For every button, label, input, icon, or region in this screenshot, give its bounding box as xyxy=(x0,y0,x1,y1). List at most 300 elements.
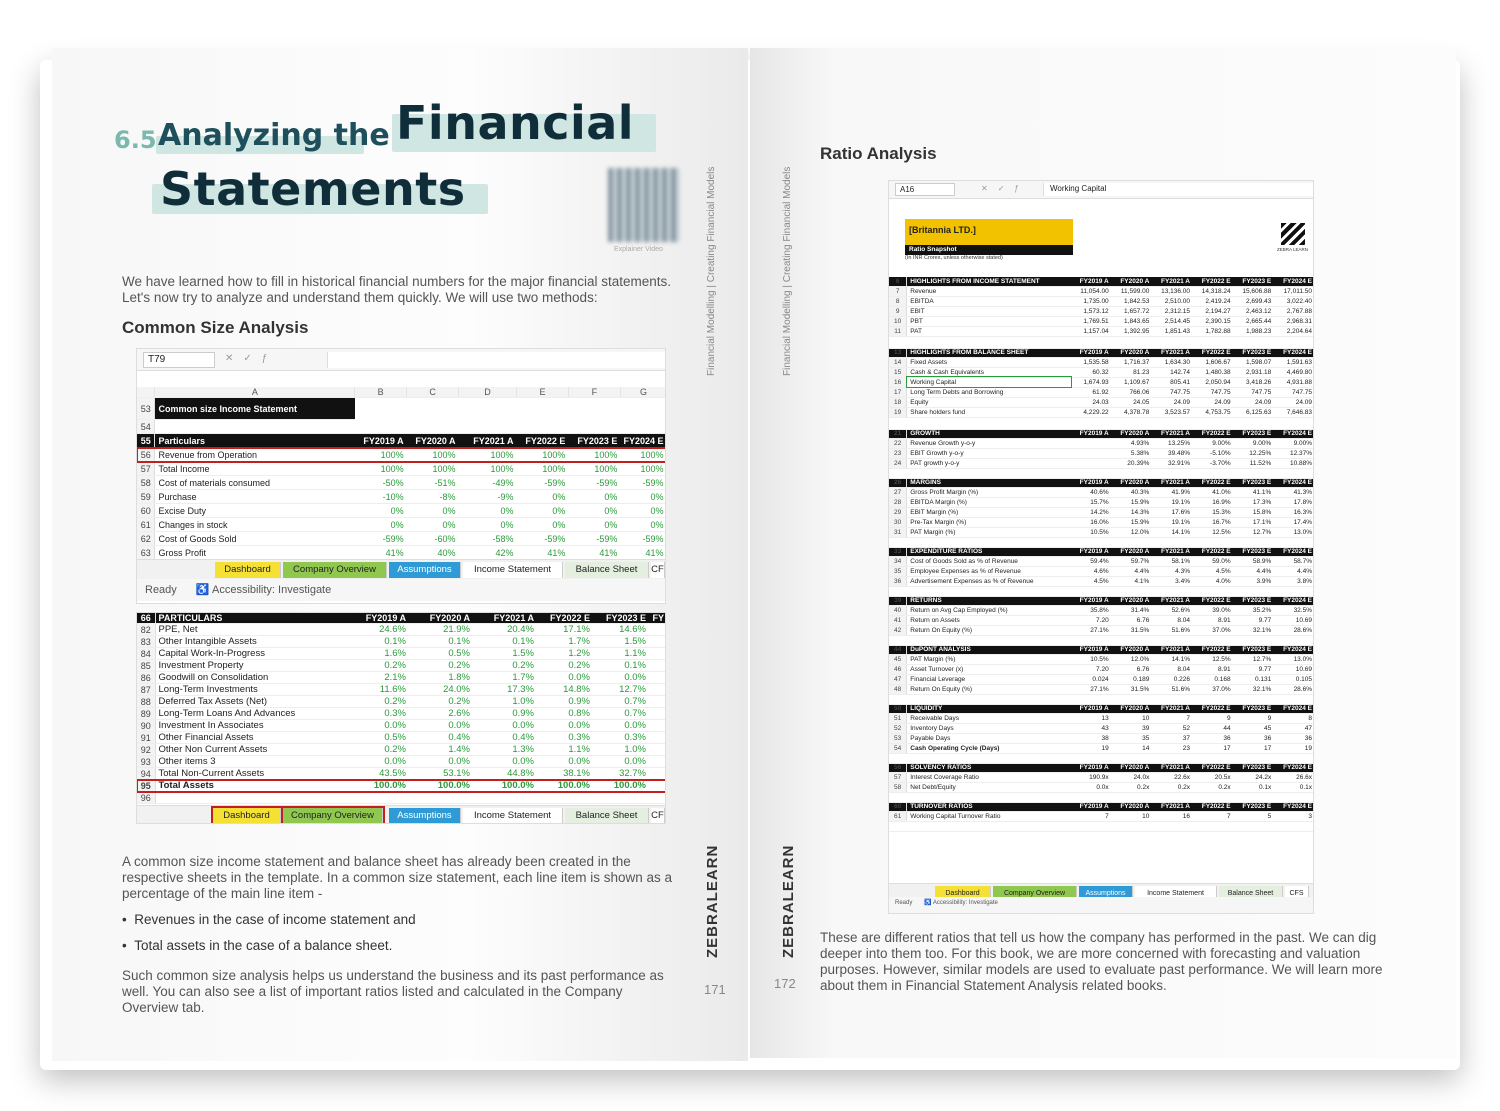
cell[interactable]: -59% xyxy=(568,532,620,546)
sheet-tab[interactable]: Dashboard xyxy=(215,562,281,578)
cell-value[interactable]: 24.09 xyxy=(1152,397,1193,407)
cell-value[interactable]: 24.09 xyxy=(1274,397,1314,407)
cell[interactable]: Total Income xyxy=(155,462,355,476)
cell-value[interactable]: 4.4% xyxy=(1112,566,1153,576)
cell-value[interactable]: 24.2x xyxy=(1234,772,1275,782)
cell-value[interactable]: 3,523.57 xyxy=(1152,407,1193,417)
cell[interactable]: Long-Term Loans And Advances xyxy=(155,708,345,720)
cell-value[interactable]: 17.8% xyxy=(1274,497,1314,507)
cell[interactable]: 2.6% xyxy=(409,708,473,720)
cell-value[interactable]: 43 xyxy=(1071,723,1112,733)
section-title[interactable]: GROWTH xyxy=(907,429,1071,438)
qr-code[interactable] xyxy=(608,168,680,242)
header-cell[interactable]: PARTICULARS xyxy=(155,613,345,624)
cell-value[interactable]: 9.00% xyxy=(1234,438,1275,448)
cell-value[interactable]: 40.6% xyxy=(1071,487,1112,497)
cell-value[interactable]: 12.7% xyxy=(1234,527,1275,537)
cell[interactable]: Investment Property xyxy=(155,660,345,672)
cell[interactable]: -58% xyxy=(459,532,517,546)
header-cell[interactable]: FY2021 A xyxy=(473,613,537,624)
cell-value[interactable]: 11,599.00 xyxy=(1112,286,1153,296)
row-label[interactable]: EBITDA xyxy=(907,296,1071,306)
cell[interactable] xyxy=(409,792,473,804)
cell[interactable]: 0.3% xyxy=(537,732,593,744)
cell-value[interactable]: 44 xyxy=(1193,723,1234,733)
cell-value[interactable]: -5.10% xyxy=(1193,448,1234,458)
cell[interactable] xyxy=(649,768,666,780)
cell-value[interactable]: 7 xyxy=(1193,811,1234,821)
cell-value[interactable]: 15.8% xyxy=(1234,507,1275,517)
cell-value[interactable]: 35.8% xyxy=(1071,605,1112,615)
cell[interactable]: 0.0% xyxy=(409,720,473,732)
row-label[interactable]: Revenue Growth y-o-y xyxy=(907,438,1071,448)
year-header[interactable]: FY2021 A xyxy=(1152,348,1193,357)
cell[interactable]: 100% xyxy=(516,462,568,476)
year-header[interactable]: FY2024 E xyxy=(1274,596,1314,605)
cell-value[interactable]: 142.74 xyxy=(1152,367,1193,377)
row-label[interactable]: Share holders fund xyxy=(907,407,1071,417)
cell[interactable] xyxy=(407,420,459,434)
cell-value[interactable]: 8 xyxy=(1274,713,1314,723)
cell-value[interactable] xyxy=(1071,438,1112,448)
cell-value[interactable]: 32.5% xyxy=(1274,605,1314,615)
cell[interactable]: FY2022 E xyxy=(516,434,568,448)
cell-value[interactable]: 27.1% xyxy=(1071,625,1112,635)
sheet-tab[interactable]: Assumptions xyxy=(1079,886,1133,902)
year-header[interactable]: FY2020 A xyxy=(1112,763,1153,772)
cell-value[interactable]: 14.1% xyxy=(1152,527,1193,537)
cell[interactable]: Purchase xyxy=(155,490,355,504)
cell[interactable]: 0.7% xyxy=(593,708,649,720)
header-cell[interactable]: FY2020 A xyxy=(409,613,473,624)
cell-value[interactable]: 0.0x xyxy=(1071,782,1112,792)
cell-value[interactable]: 17.3% xyxy=(1234,497,1275,507)
year-header[interactable]: FY2023 E xyxy=(1234,763,1275,772)
row-label[interactable]: Gross Profit Margin (%) xyxy=(907,487,1071,497)
cell[interactable]: 0% xyxy=(516,490,568,504)
row-label[interactable]: Return On Equity (%) xyxy=(907,625,1071,635)
cell-value[interactable]: 2,204.64 xyxy=(1274,326,1314,336)
cell-value[interactable]: 1,988.23 xyxy=(1234,326,1275,336)
cell-value[interactable]: 10.5% xyxy=(1071,527,1112,537)
year-header[interactable]: FY2023 E xyxy=(1234,596,1275,605)
cell-value[interactable]: 39.48% xyxy=(1152,448,1193,458)
cell-value[interactable]: 3.8% xyxy=(1274,576,1314,586)
cell[interactable]: Excise Duty xyxy=(155,504,355,518)
cell[interactable]: -50% xyxy=(355,476,407,490)
cell-value[interactable]: 1,109.67 xyxy=(1112,377,1153,387)
cell[interactable]: 100% xyxy=(459,448,517,462)
cell-value[interactable]: 52 xyxy=(1152,723,1193,733)
cell[interactable]: Cost of Goods Sold xyxy=(155,532,355,546)
status-accessibility[interactable]: Accessibility: Investigate xyxy=(212,584,332,596)
cell[interactable]: 0% xyxy=(568,518,620,532)
row-label[interactable]: Advertisement Expenses as % of Revenue xyxy=(907,576,1071,586)
section-title[interactable]: HIGHLIGHTS FROM BALANCE SHEET xyxy=(907,348,1071,357)
cell-value[interactable]: 747.75 xyxy=(1274,387,1314,397)
cell[interactable]: -49% xyxy=(459,476,517,490)
cell[interactable] xyxy=(155,792,345,804)
status-accessibility[interactable]: Accessibility: Investigate xyxy=(932,900,998,906)
year-header[interactable]: FY2021 A xyxy=(1152,429,1193,438)
year-header[interactable]: FY2023 E xyxy=(1234,704,1275,713)
cell[interactable]: Revenue from Operation xyxy=(155,448,355,462)
cell-value[interactable]: 8.04 xyxy=(1152,664,1193,674)
cell-value[interactable]: 190.9x xyxy=(1071,772,1112,782)
row-label[interactable]: Return On Equity (%) xyxy=(907,684,1071,694)
cell[interactable]: 1.8% xyxy=(409,672,473,684)
cell-value[interactable]: 4.5% xyxy=(1193,566,1234,576)
cell[interactable]: 41% xyxy=(355,546,407,560)
cell[interactable]: 100% xyxy=(407,448,459,462)
year-header[interactable]: FY2022 E xyxy=(1193,478,1234,487)
row-label[interactable]: Equity xyxy=(907,397,1071,407)
cell-value[interactable]: 2,931.18 xyxy=(1234,367,1275,377)
cell-value[interactable]: 19.1% xyxy=(1152,497,1193,507)
cell-value[interactable]: 0.105 xyxy=(1274,674,1314,684)
cell-value[interactable]: 19 xyxy=(1274,743,1314,753)
cell-value[interactable]: 31.5% xyxy=(1112,684,1153,694)
year-header[interactable]: FY2019 A xyxy=(1071,596,1112,605)
cell[interactable]: 100.0% xyxy=(473,780,537,792)
year-header[interactable]: FY2024 E xyxy=(1274,429,1314,438)
cell-value[interactable]: 8.04 xyxy=(1152,615,1193,625)
cell-value[interactable]: 11,054.00 xyxy=(1071,286,1112,296)
section-title[interactable]: SOLVENCY RATIOS xyxy=(907,763,1071,772)
cell[interactable]: 0.1% xyxy=(409,636,473,648)
header-cell[interactable]: FY2023 E xyxy=(593,613,649,624)
cell-value[interactable]: 13.25% xyxy=(1152,438,1193,448)
cell-value[interactable]: 58.1% xyxy=(1152,556,1193,566)
year-header[interactable]: FY2022 E xyxy=(1193,596,1234,605)
year-header[interactable]: FY2021 A xyxy=(1152,277,1193,286)
cell-value[interactable]: 28.6% xyxy=(1274,684,1314,694)
cell[interactable]: 0.0% xyxy=(537,672,593,684)
section-title[interactable]: TURNOVER RATIOS xyxy=(907,802,1071,811)
cell-value[interactable]: 17,011.50 xyxy=(1274,286,1314,296)
year-header[interactable]: FY2019 A xyxy=(1071,478,1112,487)
cell-value[interactable]: 4.5% xyxy=(1071,576,1112,586)
cell[interactable]: Total Non-Current Assets xyxy=(155,768,345,780)
sheet-tab[interactable]: Company Overview xyxy=(283,562,387,578)
cell-value[interactable]: 14 xyxy=(1112,743,1153,753)
cell-value[interactable]: 12.7% xyxy=(1234,654,1275,664)
cell-value[interactable]: 1,392.95 xyxy=(1112,326,1153,336)
column-letter[interactable]: D xyxy=(459,387,517,398)
cell[interactable] xyxy=(649,744,666,756)
cell-value[interactable]: 2,699.43 xyxy=(1234,296,1275,306)
cell[interactable]: 100% xyxy=(620,448,666,462)
cell-value[interactable]: 17.1% xyxy=(1234,517,1275,527)
cell-value[interactable]: 2,665.44 xyxy=(1234,316,1275,326)
cell[interactable] xyxy=(649,732,666,744)
cell-value[interactable]: 9.77 xyxy=(1234,664,1275,674)
cell[interactable]: 0.2% xyxy=(409,660,473,672)
cell-value[interactable]: 60.32 xyxy=(1071,367,1112,377)
cell[interactable]: 1.2% xyxy=(537,648,593,660)
cell-value[interactable]: 17.6% xyxy=(1152,507,1193,517)
cell-value[interactable]: 747.75 xyxy=(1234,387,1275,397)
year-header[interactable]: FY2022 E xyxy=(1193,802,1234,811)
cell-value[interactable]: 24.09 xyxy=(1234,397,1275,407)
row-label[interactable]: Receivable Days xyxy=(907,713,1071,723)
cell-value[interactable]: 6.76 xyxy=(1112,664,1153,674)
year-header[interactable]: FY2023 E xyxy=(1234,802,1275,811)
cell[interactable]: 0.0% xyxy=(345,756,409,768)
cell[interactable]: 0.2% xyxy=(345,696,409,708)
row-label[interactable]: PBT xyxy=(907,316,1071,326)
year-header[interactable]: FY2024 E xyxy=(1274,645,1314,654)
cell[interactable]: 0.3% xyxy=(345,708,409,720)
row-label[interactable]: Inventory Days xyxy=(907,723,1071,733)
cell-value[interactable]: 1,591.63 xyxy=(1274,357,1314,367)
sheet-tab[interactable]: Company Overview xyxy=(993,886,1077,902)
year-header[interactable]: FY2021 A xyxy=(1152,763,1193,772)
year-header[interactable]: FY2021 A xyxy=(1152,478,1193,487)
column-letter[interactable]: A xyxy=(155,387,355,398)
cell-value[interactable]: 4,469.80 xyxy=(1274,367,1314,377)
cell[interactable]: 0.0% xyxy=(473,756,537,768)
cell[interactable]: -8% xyxy=(407,490,459,504)
cell[interactable]: 42% xyxy=(459,546,517,560)
cell-value[interactable]: 766.06 xyxy=(1112,387,1153,397)
cell-value[interactable]: 5.38% xyxy=(1112,448,1153,458)
cell-value[interactable]: 47 xyxy=(1274,723,1314,733)
cell[interactable]: Cost of materials consumed xyxy=(155,476,355,490)
cell[interactable]: 0.2% xyxy=(345,744,409,756)
cell[interactable]: 100% xyxy=(407,462,459,476)
row-label[interactable]: Pre-Tax Margin (%) xyxy=(907,517,1071,527)
cell-value[interactable]: 24.05 xyxy=(1112,397,1153,407)
cell[interactable]: -59% xyxy=(620,532,666,546)
cell-value[interactable]: 15.9% xyxy=(1112,497,1153,507)
cell-value[interactable]: 17 xyxy=(1234,743,1275,753)
cell[interactable]: -59% xyxy=(355,532,407,546)
cell[interactable]: 0.1% xyxy=(473,636,537,648)
cell[interactable]: 0% xyxy=(516,518,568,532)
cell-value[interactable]: 0.168 xyxy=(1193,674,1234,684)
year-header[interactable]: FY2019 A xyxy=(1071,763,1112,772)
cell-value[interactable]: 45 xyxy=(1234,723,1275,733)
cell[interactable]: 0% xyxy=(407,518,459,532)
row-label[interactable]: Revenue xyxy=(907,286,1071,296)
cell-value[interactable]: 7.20 xyxy=(1071,664,1112,674)
cell-value[interactable]: 12.0% xyxy=(1112,654,1153,664)
cell[interactable]: 0% xyxy=(355,518,407,532)
cell[interactable]: -59% xyxy=(516,532,568,546)
cell-value[interactable]: 2,514.45 xyxy=(1152,316,1193,326)
cell[interactable]: 43.5% xyxy=(345,768,409,780)
row-label[interactable]: Payable Days xyxy=(907,733,1071,743)
cell[interactable]: 32.7% xyxy=(593,768,649,780)
row-label[interactable]: Fixed Assets xyxy=(907,357,1071,367)
column-letter[interactable]: E xyxy=(516,387,568,398)
formula-input[interactable]: Working Capital xyxy=(1043,183,1313,196)
sheet-tab[interactable]: Dashboard xyxy=(213,808,281,824)
year-header[interactable]: FY2022 E xyxy=(1193,704,1234,713)
cell[interactable]: 100% xyxy=(620,462,666,476)
cell-value[interactable]: 16.9% xyxy=(1193,497,1234,507)
header-cell[interactable]: FY2022 E xyxy=(537,613,593,624)
cell[interactable]: Total Assets xyxy=(155,780,345,792)
cell[interactable] xyxy=(649,636,666,648)
cell[interactable]: FY2020 A xyxy=(407,434,459,448)
year-header[interactable]: FY2019 A xyxy=(1071,429,1112,438)
cell[interactable] xyxy=(620,420,666,434)
cell-value[interactable]: 1,157.04 xyxy=(1071,326,1112,336)
cell-value[interactable]: 4.4% xyxy=(1234,566,1275,576)
cell-value[interactable]: 0.226 xyxy=(1152,674,1193,684)
cell-value[interactable]: -3.70% xyxy=(1193,458,1234,468)
row-label[interactable]: Interest Coverage Ratio xyxy=(907,772,1071,782)
row-label[interactable]: Long Term Debts and Borrowing xyxy=(907,387,1071,397)
row-label[interactable]: Return on Avg Cap Employed (%) xyxy=(907,605,1071,615)
year-header[interactable]: FY2020 A xyxy=(1112,547,1153,556)
cell[interactable]: 2.1% xyxy=(345,672,409,684)
cell-value[interactable]: 4.6% xyxy=(1071,566,1112,576)
cell[interactable]: 53.1% xyxy=(409,768,473,780)
row-label[interactable]: EBIT Margin (%) xyxy=(907,507,1071,517)
cell-value[interactable]: 4,378.78 xyxy=(1112,407,1153,417)
cell-value[interactable]: 24.0x xyxy=(1112,772,1153,782)
cell-value[interactable]: 0.2x xyxy=(1112,782,1153,792)
sheet-tab[interactable]: Dashboard xyxy=(935,886,991,902)
cell[interactable]: Deferred Tax Assets (Net) xyxy=(155,696,345,708)
cell[interactable]: 11.6% xyxy=(345,684,409,696)
cell[interactable]: -59% xyxy=(568,476,620,490)
year-header[interactable]: FY2019 A xyxy=(1071,547,1112,556)
cell-value[interactable]: 4.93% xyxy=(1112,438,1153,448)
cell-value[interactable]: 8.91 xyxy=(1193,615,1234,625)
cell-value[interactable]: 4.4% xyxy=(1274,566,1314,576)
year-header[interactable]: FY2023 E xyxy=(1234,547,1275,556)
year-header[interactable]: FY2020 A xyxy=(1112,348,1153,357)
cell-value[interactable] xyxy=(1071,448,1112,458)
cell[interactable]: 0.0% xyxy=(537,720,593,732)
cell-value[interactable]: 0.1x xyxy=(1274,782,1314,792)
row-label[interactable]: Working Capital xyxy=(907,377,1071,387)
cell-value[interactable]: 13.0% xyxy=(1274,527,1314,537)
cell[interactable]: Other items 3 xyxy=(155,756,345,768)
cell-value[interactable]: 15.9% xyxy=(1112,517,1153,527)
year-header[interactable]: FY2022 E xyxy=(1193,277,1234,286)
cell-value[interactable]: 61.92 xyxy=(1071,387,1112,397)
section-title[interactable]: MARGINS xyxy=(907,478,1071,487)
cell[interactable] xyxy=(473,792,537,804)
cell-value[interactable]: 6,125.63 xyxy=(1234,407,1275,417)
cell[interactable]: 100.0% xyxy=(593,780,649,792)
cell-value[interactable]: 3.9% xyxy=(1234,576,1275,586)
cell-value[interactable]: 2,050.94 xyxy=(1193,377,1234,387)
cell-value[interactable]: 58.7% xyxy=(1274,556,1314,566)
cell-value[interactable]: 20.5x xyxy=(1193,772,1234,782)
section-title[interactable]: HIGHLIGHTS FROM INCOME STATEMENT xyxy=(907,277,1071,286)
cell-value[interactable]: 23 xyxy=(1152,743,1193,753)
cell-value[interactable]: 7,646.83 xyxy=(1274,407,1314,417)
cell[interactable]: Investment In Associates xyxy=(155,720,345,732)
cell[interactable]: 0.8% xyxy=(537,708,593,720)
name-box[interactable]: A16 xyxy=(895,183,955,196)
cell[interactable]: 0.2% xyxy=(537,660,593,672)
cell[interactable]: 12.7% xyxy=(593,684,649,696)
cell-value[interactable]: 19.1% xyxy=(1152,517,1193,527)
row-label[interactable]: Employee Expenses as % of Revenue xyxy=(907,566,1071,576)
row-label[interactable]: PAT Margin (%) xyxy=(907,527,1071,537)
row-label[interactable]: PAT growth y-o-y xyxy=(907,458,1071,468)
cell-value[interactable]: 58.9% xyxy=(1234,556,1275,566)
cell-value[interactable]: 4,753.75 xyxy=(1193,407,1234,417)
cell-value[interactable]: 0.2x xyxy=(1193,782,1234,792)
year-header[interactable]: FY2023 E xyxy=(1234,348,1275,357)
year-header[interactable]: FY2021 A xyxy=(1152,704,1193,713)
year-header[interactable]: FY2019 A xyxy=(1071,348,1112,357)
cell-value[interactable]: 1,735.00 xyxy=(1071,296,1112,306)
cell-value[interactable]: 13 xyxy=(1071,713,1112,723)
sheet-tab[interactable]: Balance Sheet xyxy=(1219,886,1283,902)
cell-value[interactable]: 59.4% xyxy=(1071,556,1112,566)
cell[interactable] xyxy=(537,792,593,804)
row-label[interactable]: PAT Margin (%) xyxy=(907,654,1071,664)
cell-value[interactable] xyxy=(1071,458,1112,468)
cell-value[interactable]: 32.91% xyxy=(1152,458,1193,468)
cell[interactable]: 0% xyxy=(407,504,459,518)
cell[interactable]: 0.9% xyxy=(473,708,537,720)
cell[interactable]: 0% xyxy=(620,490,666,504)
cell[interactable]: 38.1% xyxy=(537,768,593,780)
cell-value[interactable]: 9.00% xyxy=(1193,438,1234,448)
cell-value[interactable]: 41.9% xyxy=(1152,487,1193,497)
cell-value[interactable]: 7 xyxy=(1152,713,1193,723)
cell-value[interactable]: 747.75 xyxy=(1193,387,1234,397)
cell-value[interactable]: 14.3% xyxy=(1112,507,1153,517)
cell-value[interactable]: 51.6% xyxy=(1152,684,1193,694)
cell[interactable]: 100% xyxy=(516,448,568,462)
cell[interactable]: 1.7% xyxy=(473,672,537,684)
year-header[interactable]: FY2019 A xyxy=(1071,802,1112,811)
cell-value[interactable]: 16.7% xyxy=(1193,517,1234,527)
cell-value[interactable]: 12.5% xyxy=(1193,527,1234,537)
cell[interactable] xyxy=(649,660,666,672)
cell-value[interactable]: 3,418.26 xyxy=(1234,377,1275,387)
cell[interactable]: 0% xyxy=(620,504,666,518)
cell[interactable]: -9% xyxy=(459,490,517,504)
cell[interactable]: 1.5% xyxy=(473,648,537,660)
cell-value[interactable]: 0.131 xyxy=(1234,674,1275,684)
cell-value[interactable]: 51.6% xyxy=(1152,625,1193,635)
cell[interactable]: 0.0% xyxy=(345,720,409,732)
row-label[interactable]: PAT xyxy=(907,326,1071,336)
cell-value[interactable]: 40.3% xyxy=(1112,487,1153,497)
year-header[interactable]: FY2023 E xyxy=(1234,645,1275,654)
year-header[interactable]: FY2020 A xyxy=(1112,277,1153,286)
year-header[interactable]: FY2024 E xyxy=(1274,704,1314,713)
cell-value[interactable]: 7.20 xyxy=(1071,615,1112,625)
cell-value[interactable]: 1,535.58 xyxy=(1071,357,1112,367)
cell[interactable]: 1.1% xyxy=(537,744,593,756)
cell-value[interactable]: 13.0% xyxy=(1274,654,1314,664)
cell[interactable] xyxy=(649,756,666,768)
formula-input[interactable] xyxy=(327,352,665,368)
year-header[interactable]: FY2024 E xyxy=(1274,348,1314,357)
cell[interactable]: 1.5% xyxy=(593,636,649,648)
cell[interactable]: Gross Profit xyxy=(155,546,355,560)
year-header[interactable]: FY2020 A xyxy=(1112,478,1153,487)
cell[interactable]: 1.0% xyxy=(593,744,649,756)
year-header[interactable]: FY2022 E xyxy=(1193,429,1234,438)
cell-value[interactable]: 4.3% xyxy=(1152,566,1193,576)
cell-value[interactable]: 24.03 xyxy=(1071,397,1112,407)
cell[interactable] xyxy=(649,720,666,732)
